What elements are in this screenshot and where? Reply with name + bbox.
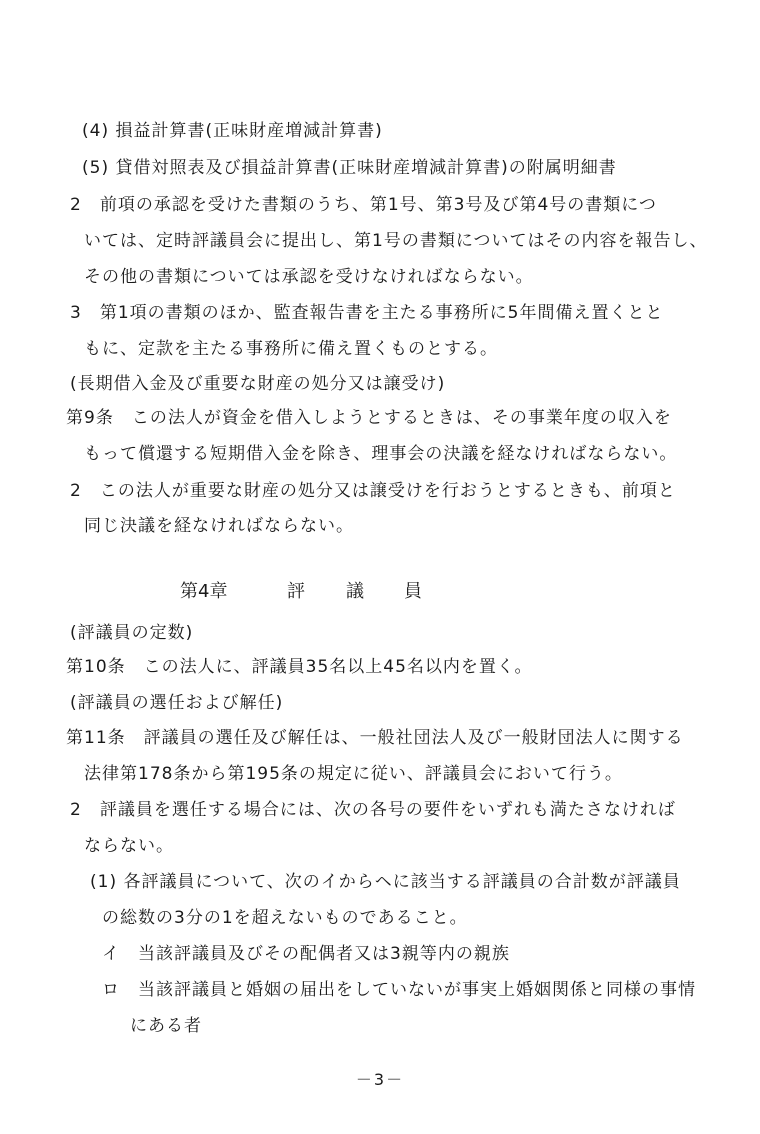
- text-line: (5) 貸借対照表及び損益計算書(正味財産増減計算書)の附属明細書: [82, 158, 617, 178]
- chapter-number: 第4章: [180, 581, 228, 602]
- text-line: 2 この法人が重要な財産の処分又は譲受けを行おうとするときも、前項と: [70, 481, 676, 501]
- text-line: (1) 各評議員について、次のイからヘに該当する評議員の合計数が評議員: [90, 872, 681, 892]
- article-line: 第11条 評議員の選任及び解任は、一般社団法人及び一般財団法人に関する: [66, 728, 684, 748]
- chapter-title-char: 員: [404, 581, 422, 602]
- text-line: にある者: [130, 1016, 202, 1036]
- text-line: もに、定款を主たる事務所に備え置くものとする。: [84, 339, 498, 359]
- text-line: (4) 損益計算書(正味財産増減計算書): [82, 121, 383, 141]
- article-line: 第9条 この法人が資金を借入しようとするときは、その事業年度の収入を: [66, 408, 672, 428]
- text-line: ならない。: [84, 836, 174, 856]
- text-line: もって償還する短期借入金を除き、理事会の決議を経なければならない。: [84, 444, 678, 464]
- section-heading: (評議員の選任および解任): [70, 693, 284, 713]
- chapter-title-char: 評: [287, 581, 305, 602]
- chapter-title-char: 議: [346, 581, 364, 602]
- page-number: －3－: [355, 1070, 405, 1089]
- section-heading: (長期借入金及び重要な財産の処分又は譲受け): [70, 374, 446, 394]
- text-line: 2 前項の承認を受けた書類のうち、第1号、第3号及び第4号の書類につ: [70, 195, 657, 215]
- text-line: の総数の3分の1を超えないものであること。: [102, 908, 468, 928]
- text-line: その他の書類については承認を受けなければならない。: [84, 267, 534, 287]
- text-line: いては、定時評議員会に提出し、第1号の書類についてはその内容を報告し、: [84, 231, 708, 251]
- article-line: 第10条 この法人に、評議員35名以上45名以内を置く。: [66, 657, 533, 677]
- text-line: 3 第1項の書類のほか、監査報告書を主たる事務所に5年間備え置くとと: [70, 303, 664, 323]
- text-line: イ 当該評議員及びその配偶者又は3親等内の親族: [102, 944, 510, 964]
- text-line: 同じ決議を経なければならない。: [84, 516, 354, 536]
- section-heading: (評議員の定数): [70, 623, 194, 643]
- text-line: 法律第178条から第195条の規定に従い、評議員会において行う。: [84, 764, 623, 784]
- text-line: 2 評議員を選任する場合には、次の各号の要件をいずれも満たさなければ: [70, 800, 676, 820]
- text-line: ロ 当該評議員と婚姻の届出をしていないが事実上婚姻関係と同様の事情: [102, 980, 696, 1000]
